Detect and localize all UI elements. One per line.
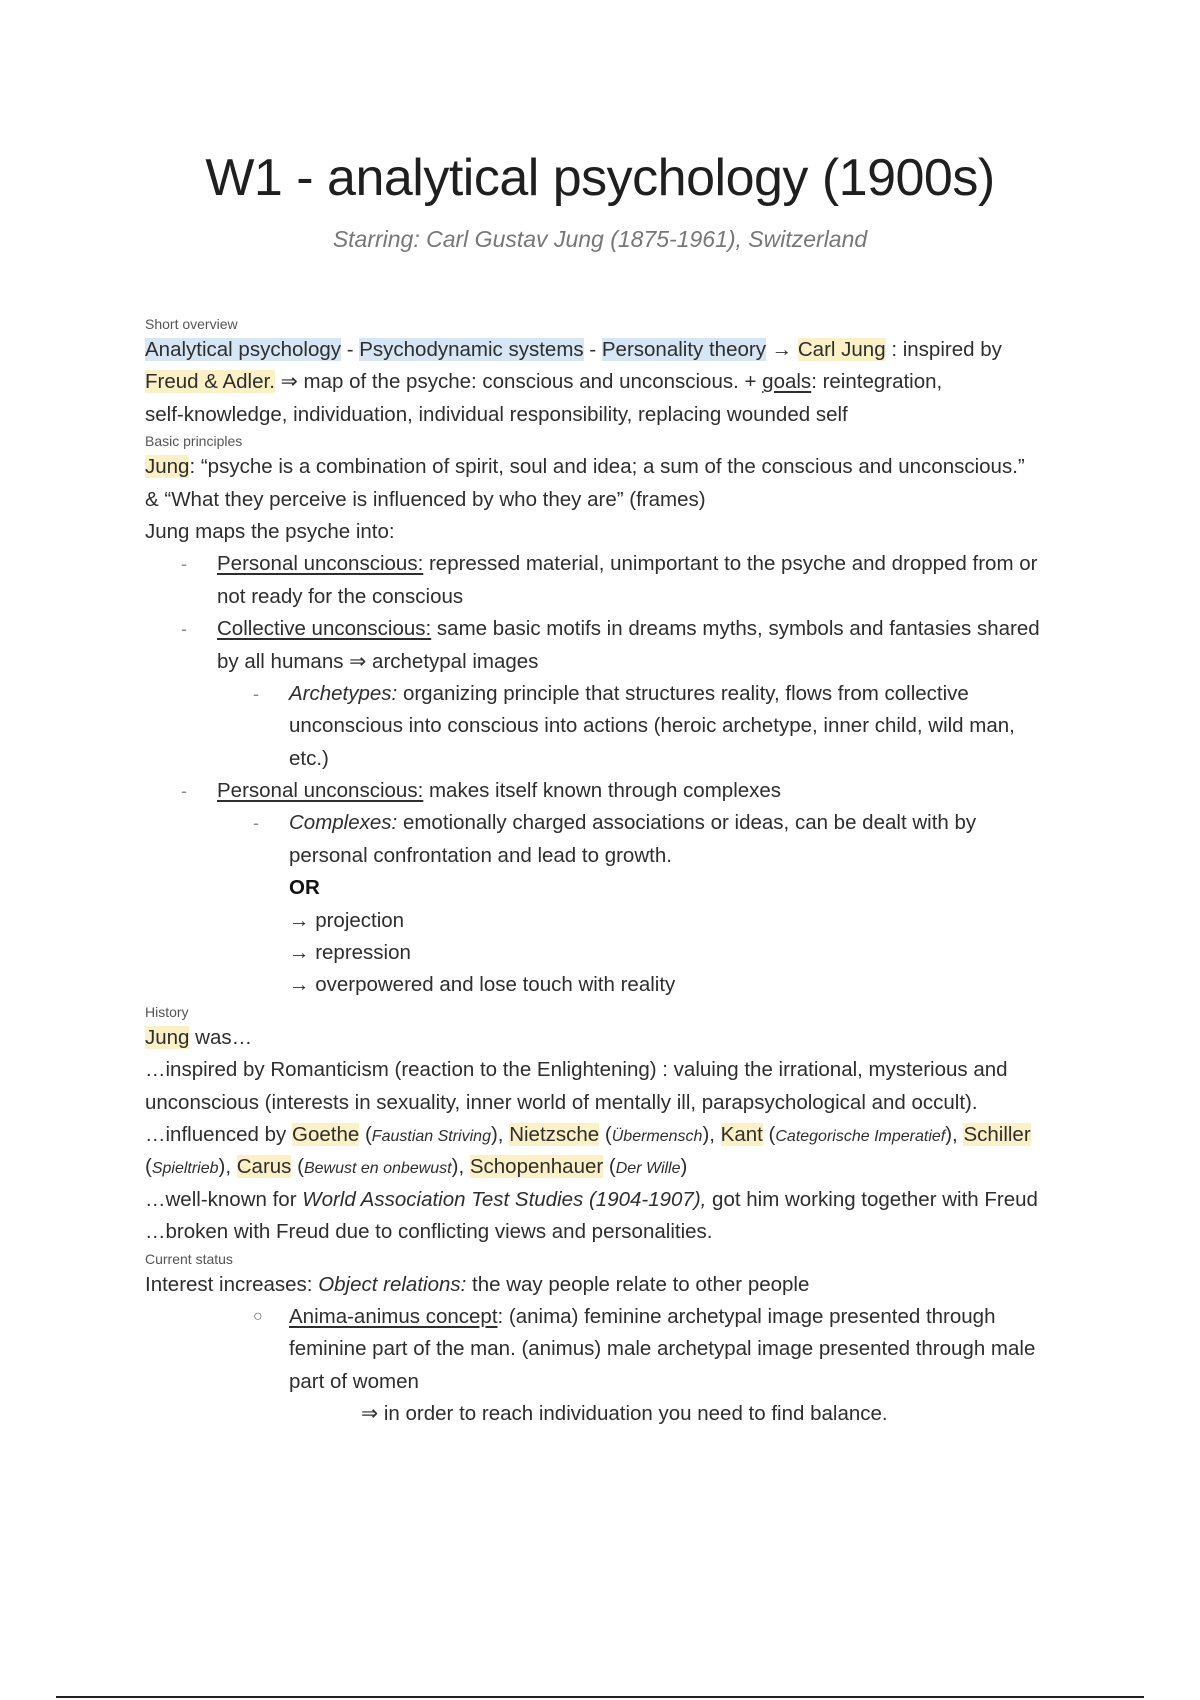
italic-note: Übermensch	[611, 1127, 703, 1145]
section-label-overview: Short overview	[145, 316, 238, 332]
bullet-item	[145, 548, 1095, 580]
overview-line-3: self-knowledge, individuation, individual responsibility, replacing wounded self	[145, 402, 848, 426]
italic-note: Spieltrieb	[151, 1160, 219, 1178]
italic-note: Faustian Striving	[371, 1127, 491, 1145]
dash-bullet-icon: -	[181, 619, 187, 640]
bullet-continuation: by all humans ⇒ archetypal images	[217, 649, 539, 673]
text-span: makes itself known through complexes	[423, 779, 782, 803]
status-line-1	[145, 1269, 1095, 1301]
bullet-continuation: not ready for the conscious	[217, 584, 464, 608]
text-span: Interest increases:	[145, 1272, 319, 1296]
option-repression: → repression	[289, 941, 411, 965]
dash-bullet-icon: -	[181, 781, 187, 802]
sub-bullet-continuation: unconscious into conscious into actions (heroic archetype, inner child, wild man,	[289, 714, 1015, 738]
circle-bullet-continuation: part of women	[289, 1369, 419, 1393]
dash-bullet-icon: -	[253, 813, 259, 834]
text-span: : reintegration,	[811, 370, 943, 394]
text-span: was…	[189, 1025, 253, 1049]
text-span: same basic motifs in dreams myths, symbols and fantasies shared	[431, 617, 1040, 641]
section-label-principles: Basic principles	[145, 433, 243, 450]
section-label-history: History	[145, 1003, 189, 1020]
highlight-name: Kant	[720, 1122, 763, 1146]
footer-divider	[56, 1696, 1144, 1698]
document-body	[145, 314, 1095, 1431]
highlight-name: Jung	[145, 1025, 190, 1049]
principles-maps-line: Jung maps the psyche into:	[145, 519, 395, 543]
italic-term: World Association Test Studies (1904-1907),	[302, 1187, 707, 1211]
highlight-name: Carus	[236, 1155, 292, 1179]
history-line-5: (Spieltrieb), Carus (Bewust en onbewust), Schopenhauer (Der Wille)	[145, 1155, 688, 1179]
italic-term: Object relations:	[318, 1272, 467, 1296]
sub-bullet-item	[145, 807, 1095, 839]
history-line-1	[145, 1022, 1095, 1054]
sub-bullet-continuation: personal confrontation and lead to growth.	[289, 843, 672, 867]
option-overpowered: → overpowered and lose touch with reality	[289, 973, 676, 997]
history-line-2: …inspired by Romanticism (reaction to the Enlightening) : valuing the irrational, mysterious and	[145, 1058, 1008, 1082]
text-span: repressed material, unimportant to the psyche and dropped from or	[423, 552, 1038, 576]
text-span: -	[341, 338, 360, 361]
underlined-term: Personal unconscious:	[217, 779, 424, 803]
underlined-term: Collective unconscious:	[217, 617, 432, 641]
italic-term: Complexes:	[289, 811, 398, 835]
text-span: : (anima) feminine archetypal image presented through	[497, 1304, 996, 1328]
text-span: …well-known for	[145, 1187, 303, 1211]
section-label-status: Current status	[145, 1250, 233, 1267]
or-label: OR	[289, 876, 320, 900]
sub-bullet-item	[145, 678, 1095, 710]
principles-quote-line-2: & “What they perceive is influenced by who they are” (frames)	[145, 487, 706, 511]
highlight-term: Psychodynamic systems	[359, 338, 584, 361]
highlight-term: Analytical psychology	[145, 338, 341, 361]
text-span: -	[583, 338, 602, 361]
text-span: : inspired by	[885, 338, 1002, 361]
history-line-4: …influenced by Goethe (Faustian Striving), Nietzsche (Übermensch), Kant (Categorische Imperatief), Schiller	[145, 1122, 1031, 1146]
circle-bullet-item	[145, 1301, 1095, 1333]
highlight-term: Personality theory	[601, 338, 766, 361]
italic-note: Categorische Imperatief	[775, 1127, 946, 1145]
text-span: →	[765, 338, 798, 361]
bullet-item	[145, 613, 1095, 645]
italic-term: Archetypes:	[289, 681, 398, 705]
page-title: W1 - analytical psychology (1900s)	[205, 149, 995, 207]
bullet-item	[145, 775, 1095, 807]
highlight-name: Nietzsche	[509, 1122, 600, 1146]
history-line-3: unconscious (interests in sexuality, inner world of mentally ill, parapsychological and occult).	[145, 1090, 978, 1114]
text-span: the way people relate to other people	[466, 1272, 810, 1296]
underlined-term: Anima-animus concept	[289, 1304, 498, 1328]
highlight-name: Goethe	[292, 1122, 360, 1146]
text-span: ⇒ map of the psyche: conscious and unconscious. +	[274, 370, 763, 394]
overview-line-2	[145, 366, 1095, 398]
dash-bullet-icon: -	[253, 683, 259, 704]
dash-bullet-icon: -	[181, 554, 187, 575]
underlined-term: Personal unconscious:	[217, 552, 424, 576]
circle-bullet-continuation: feminine part of the man. (animus) male archetypal image presented through male	[289, 1337, 1036, 1361]
principles-quote-line	[145, 451, 1095, 483]
highlight-name: Schopenhauer	[469, 1155, 604, 1179]
highlight-name: Jung	[145, 455, 190, 479]
history-line-7: …broken with Freud due to conflicting views and personalities.	[145, 1220, 713, 1244]
highlight-name: Schiller	[963, 1122, 1031, 1146]
underlined-term: goals	[762, 370, 812, 394]
history-line-6	[145, 1184, 1095, 1216]
text-span: organizing principle that structures reality, flows from collective	[397, 681, 969, 705]
option-projection: → projection	[289, 908, 405, 932]
text-span: …influenced by	[145, 1122, 293, 1146]
overview-line-1	[145, 334, 1095, 366]
sub-bullet-continuation: etc.)	[289, 746, 329, 770]
text-span: : “psyche is a combination of spirit, soul and idea; a sum of the conscious and unconscious.”	[189, 455, 1025, 479]
page-subtitle: Starring: Carl Gustav Jung (1875-1961), Switzerland	[332, 226, 868, 252]
highlight-name: Carl Jung	[797, 338, 886, 361]
text-span: got him working together with Freud	[706, 1187, 1038, 1211]
text-span: emotionally charged associations or ideas, can be dealt with by	[397, 811, 977, 835]
highlight-name: Freud & Adler.	[145, 370, 275, 394]
italic-note: Der Wille	[615, 1160, 681, 1178]
italic-note: Bewust en onbewust	[303, 1160, 452, 1178]
circle-bullet-icon: ○	[253, 1307, 263, 1325]
conclusion-line: ⇒ in order to reach individuation you need to find balance.	[361, 1402, 888, 1426]
